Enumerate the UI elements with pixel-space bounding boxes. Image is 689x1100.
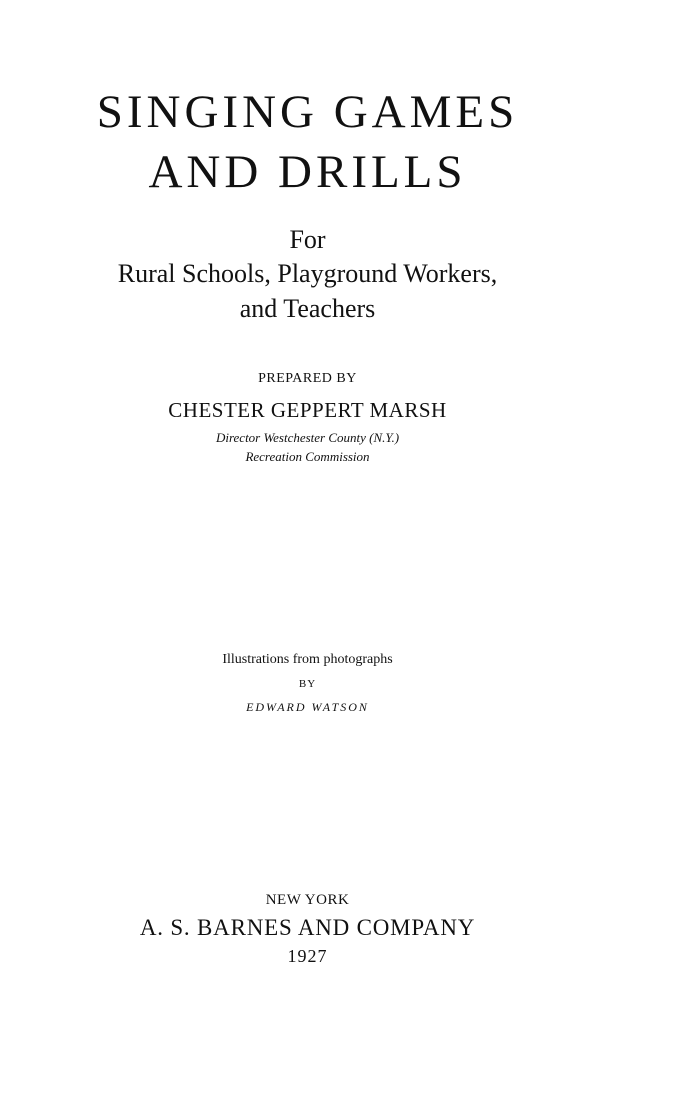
title-line-2: AND DRILLS [148,146,467,198]
prepared-by-label: PREPARED BY [258,371,357,386]
subtitle-line-3: and Teachers [239,294,376,323]
illustrations-by-label: BY [298,678,317,690]
illustrations-credit: Illustrations from photographs [222,652,393,667]
illustrator-name: EDWARD WATSON [246,700,369,714]
author-affiliation-line-2: Recreation Commission [245,449,370,464]
author-affiliation-line-1: Director Westchester County (N.Y.) [215,430,400,445]
publication-place: NEW YORK [265,892,350,908]
subtitle-line-2: Rural Schools, Playground Workers, [117,259,498,288]
author-name: CHESTER GEPPERT MARSH [168,398,447,422]
publisher-name: A. S. BARNES AND COMPANY [139,915,476,940]
title-line-1: SINGING GAMES [96,86,519,138]
publication-year: 1927 [287,946,328,966]
subtitle-line-1: For [289,225,326,254]
